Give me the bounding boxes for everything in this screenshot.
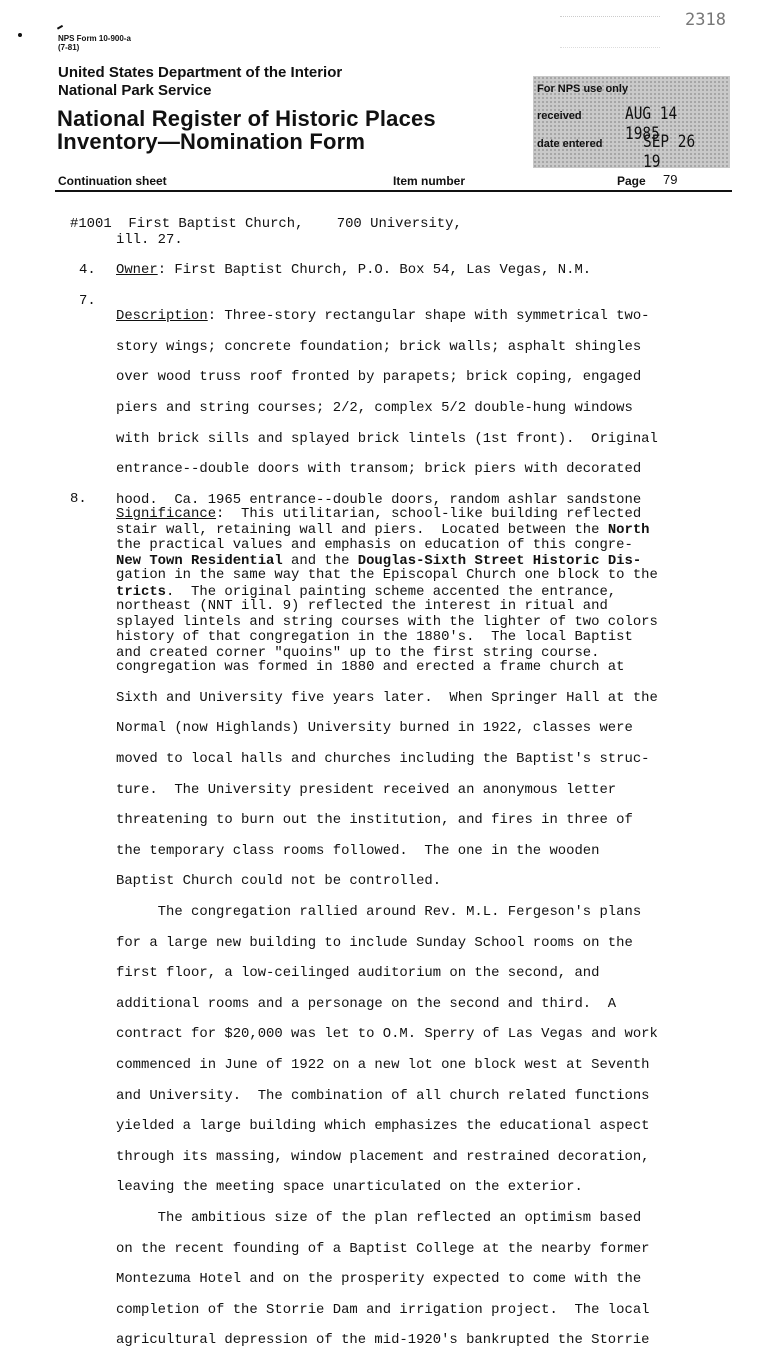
significance-line: leaving the meeting space unarticulated on the exterior.: [116, 1179, 583, 1196]
significance-line: on the recent founding of a Baptist College at the nearby former: [116, 1240, 650, 1257]
entry-ill: ill. 27.: [116, 232, 183, 248]
description-line: tricts. The original painting scheme accented the entrance,: [116, 583, 617, 600]
page-label: Page: [617, 174, 646, 188]
description-line: and created corner "quoins" up to the first string course.: [116, 644, 600, 661]
department-name: United States Department of the Interior: [58, 64, 343, 81]
description-line: stair wall, retaining wall and piers. Located between the North: [116, 522, 650, 539]
significance-line: northeast (NNT ill. 9) reflected the interest in ritual and: [116, 598, 608, 615]
page-number: 79: [663, 172, 678, 187]
description-first-line: Description: Three-story rectangular shape with symmetrical two-: [116, 308, 650, 325]
significance-line: for a large new building to include Sunday School rooms on the: [116, 934, 633, 951]
nps-use-stamp: [533, 76, 730, 172]
significance-block: [116, 492, 658, 1364]
form-title-line1: National Register of Historic Places: [57, 106, 436, 131]
district-name: North: [607, 522, 650, 539]
faint-stamp-marks: [560, 16, 660, 48]
corner-number: 2318: [685, 10, 726, 30]
description-number: 7.: [79, 293, 96, 309]
entry-heading: [70, 217, 462, 232]
significance-line: Sixth and University five years later. When Springer Hall at the: [116, 689, 658, 706]
description-line: splayed lintels and string courses with the lighter of two colors: [116, 614, 658, 631]
entry-id: #1001: [70, 216, 112, 232]
significance-line: The ambitious size of the plan reflected an optimism based: [116, 1209, 642, 1226]
significance-line: history of that congregation in the 1880's. The local Baptist: [116, 628, 633, 645]
description-line: over wood truss roof fronted by parapets; brick coping, engaged: [116, 369, 642, 386]
item-number-label: Item number: [393, 174, 466, 188]
form-number: NPS Form 10-900-a: [58, 34, 131, 43]
significance-line: Montezuma Hotel and on the prosperity expected to come with the: [116, 1271, 642, 1288]
description-label: Description: [116, 308, 208, 325]
owner-text: : First Baptist Church, P.O. Box 54, Las Vegas, N.M.: [157, 262, 592, 278]
owner-number: 4.: [79, 262, 96, 278]
corner-mark: [57, 25, 65, 33]
significance-line: Normal (now Highlands) University burned in 1922, classes were: [116, 720, 633, 737]
description-line: story wings; concrete foundation; brick walls; asphalt shingles: [116, 338, 642, 355]
significance-line: The congregation rallied around Rev. M.L. Fergeson's plans: [116, 904, 642, 921]
district-name: Douglas-Sixth Street Historic Dis-: [357, 553, 642, 570]
form-title-line2: Inventory—Nomination Form: [57, 129, 366, 154]
owner-label: Owner: [116, 262, 158, 278]
stamp-heading: For NPS use only: [537, 83, 629, 95]
entry-address: 700 University,: [336, 216, 462, 232]
margin-dot: [18, 33, 22, 37]
significance-line: completion of the Storrie Dam and irrigation project. The local: [116, 1301, 650, 1318]
significance-line: commenced in June of 1922 on a new lot one block west at Seventh: [116, 1056, 650, 1073]
significance-line: additional rooms and a personage on the second and third. A: [116, 995, 617, 1012]
description-line: entrance--double doors with transom; brick piers with decorated: [116, 461, 642, 478]
entry-name: First Baptist Church,: [128, 216, 304, 232]
significance-line: through its massing, window placement and restrained decoration,: [116, 1148, 650, 1165]
significance-line: gation in the same way that the Episcopal Church one block to the: [116, 567, 658, 584]
significance-label: Significance: [116, 506, 217, 523]
continuation-sheet-label: Continuation sheet: [58, 174, 167, 188]
significance-line: congregation was formed in 1880 and erected a frame church at: [116, 659, 625, 676]
significance-line: and University. The combination of all church related functions: [116, 1087, 650, 1104]
entered-label: date entered: [537, 138, 603, 150]
significance-number: 8.: [70, 491, 87, 507]
district-name: New Town Residential: [116, 553, 283, 570]
significance-line: ture. The University president received an anonymous letter: [116, 781, 617, 798]
received-label: received: [537, 110, 582, 122]
significance-line: threatening to burn out the institution, and fires in three of: [116, 812, 633, 829]
significance-line: first floor, a low-ceilinged auditorium on the second, and: [116, 965, 600, 982]
significance-line: the temporary class rooms followed. The one in the wooden: [116, 842, 600, 859]
service-name: National Park Service: [58, 82, 212, 99]
description-line: with brick sills and splayed brick lintels (1st front). Original: [116, 430, 658, 447]
significance-line: moved to local halls and churches including the Baptist's struc-: [116, 751, 650, 768]
entered-date: SEP 26 19: [643, 132, 696, 172]
significance-line: agricultural depression of the mid-1920's bankrupted the Storrie: [116, 1332, 650, 1349]
form-date: (7-81): [58, 43, 80, 52]
significance-first-line: Significance: This utilitarian, school-like building reflected: [116, 506, 642, 523]
significance-line: contract for $20,000 was let to O.M. Sperry of Las Vegas and work: [116, 1026, 658, 1043]
received-date: AUG 14 1985: [625, 104, 678, 144]
owner-line: [116, 263, 591, 278]
header-rule: [55, 190, 732, 192]
significance-line: yielded a large building which emphasizes the educational aspect: [116, 1118, 650, 1135]
description-line: hood. Ca. 1965 entrance--double doors, random ashlar sandstone: [116, 491, 642, 508]
significance-line: the practical values and emphasis on education of this congre-: [116, 536, 633, 553]
description-line: New Town Residential and the Douglas-Sixth Street Historic Dis-: [116, 553, 642, 570]
district-name: tricts: [116, 583, 167, 600]
description-line: piers and string courses; 2/2, complex 5/2 double-hung windows: [116, 400, 633, 417]
significance-line: Baptist Church could not be controlled.: [116, 873, 442, 890]
